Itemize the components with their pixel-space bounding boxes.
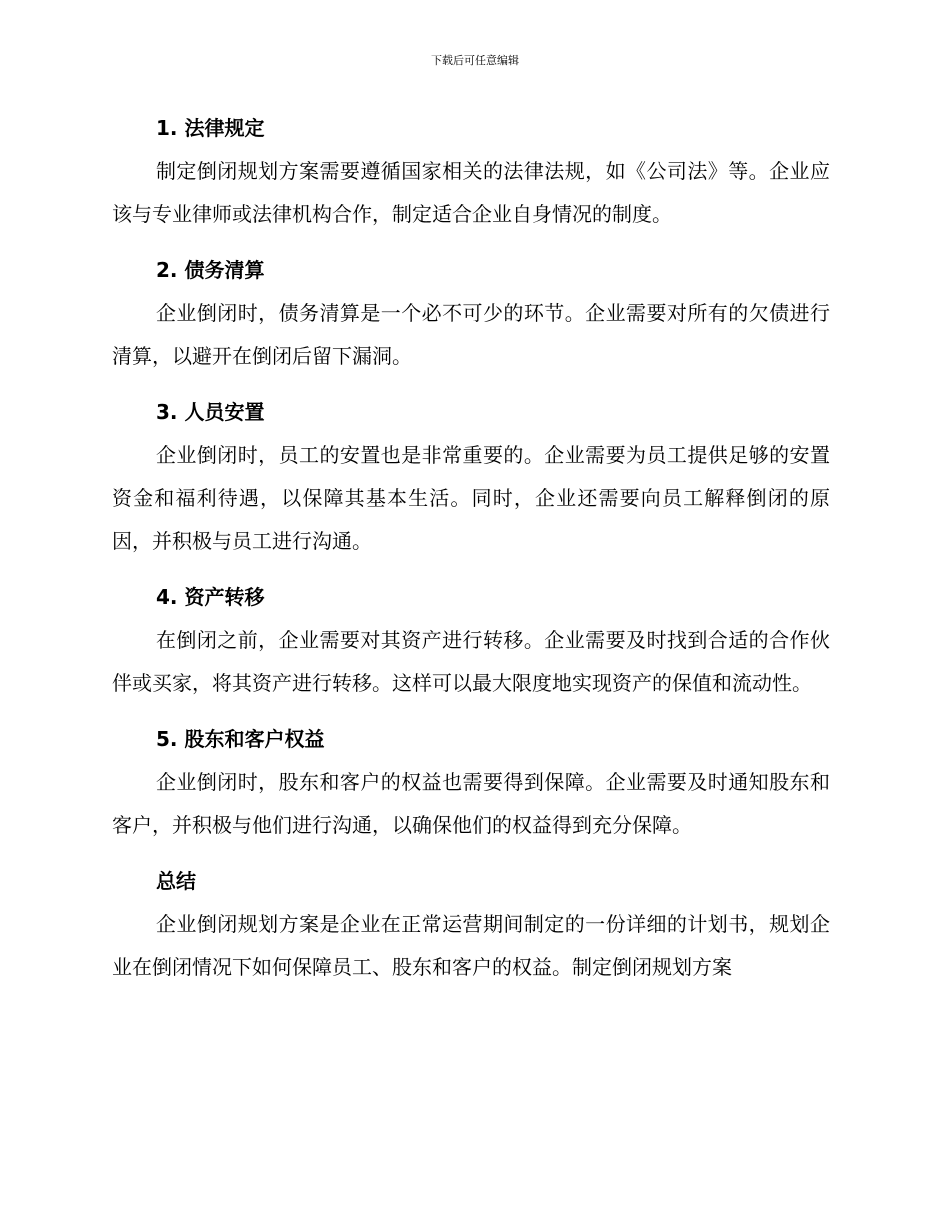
section-heading-summary: 总结	[156, 869, 196, 893]
section-paragraph-debt: 企业倒闭时，债务清算是一个必不可少的环节。企业需要对所有的欠债进行清算，以避开在倒闭后留下漏洞。	[112, 301, 830, 368]
section-paragraph-shareholders: 企业倒闭时，股东和客户的权益也需要得到保障。企业需要及时通知股东和客户，并积极与他们进行沟通，以确保他们的权益得到充分保障。	[112, 770, 830, 837]
section-paragraph-summary: 企业倒闭规划方案是企业在正常运营期间制定的一份详细的计划书，规划企业在倒闭情况下如何保障员工、股东和客户的权益。制定倒闭规划方案	[112, 912, 830, 979]
section-heading-debt: 2. 债务清算	[156, 258, 265, 282]
section-heading-shareholders: 5. 股东和客户权益	[156, 727, 325, 751]
section-heading-legal: 1. 法律规定	[156, 116, 265, 140]
section-paragraph-staff: 企业倒闭时，员工的安置也是非常重要的。企业需要为员工提供足够的安置资金和福利待遇，以保障其基本生活。同时，企业还需要向员工解释倒闭的原因，并积极与员工进行沟通。	[112, 443, 830, 553]
section-paragraph-legal: 制定倒闭规划方案需要遵循国家相关的法律法规，如《公司法》等。企业应该与专业律师或法律机构合作，制定适合企业自身情况的制度。	[112, 159, 830, 226]
document-body	[112, 106, 830, 1001]
page-header: 下载后可任意编辑	[431, 54, 519, 67]
section-heading-assets: 4. 资产转移	[156, 585, 265, 609]
section-heading-staff: 3. 人员安置	[156, 400, 265, 424]
section-paragraph-assets: 在倒闭之前，企业需要对其资产进行转移。企业需要及时找到合适的合作伙伴或买家，将其资产进行转移。这样可以最大限度地实现资产的保值和流动性。	[112, 628, 830, 695]
